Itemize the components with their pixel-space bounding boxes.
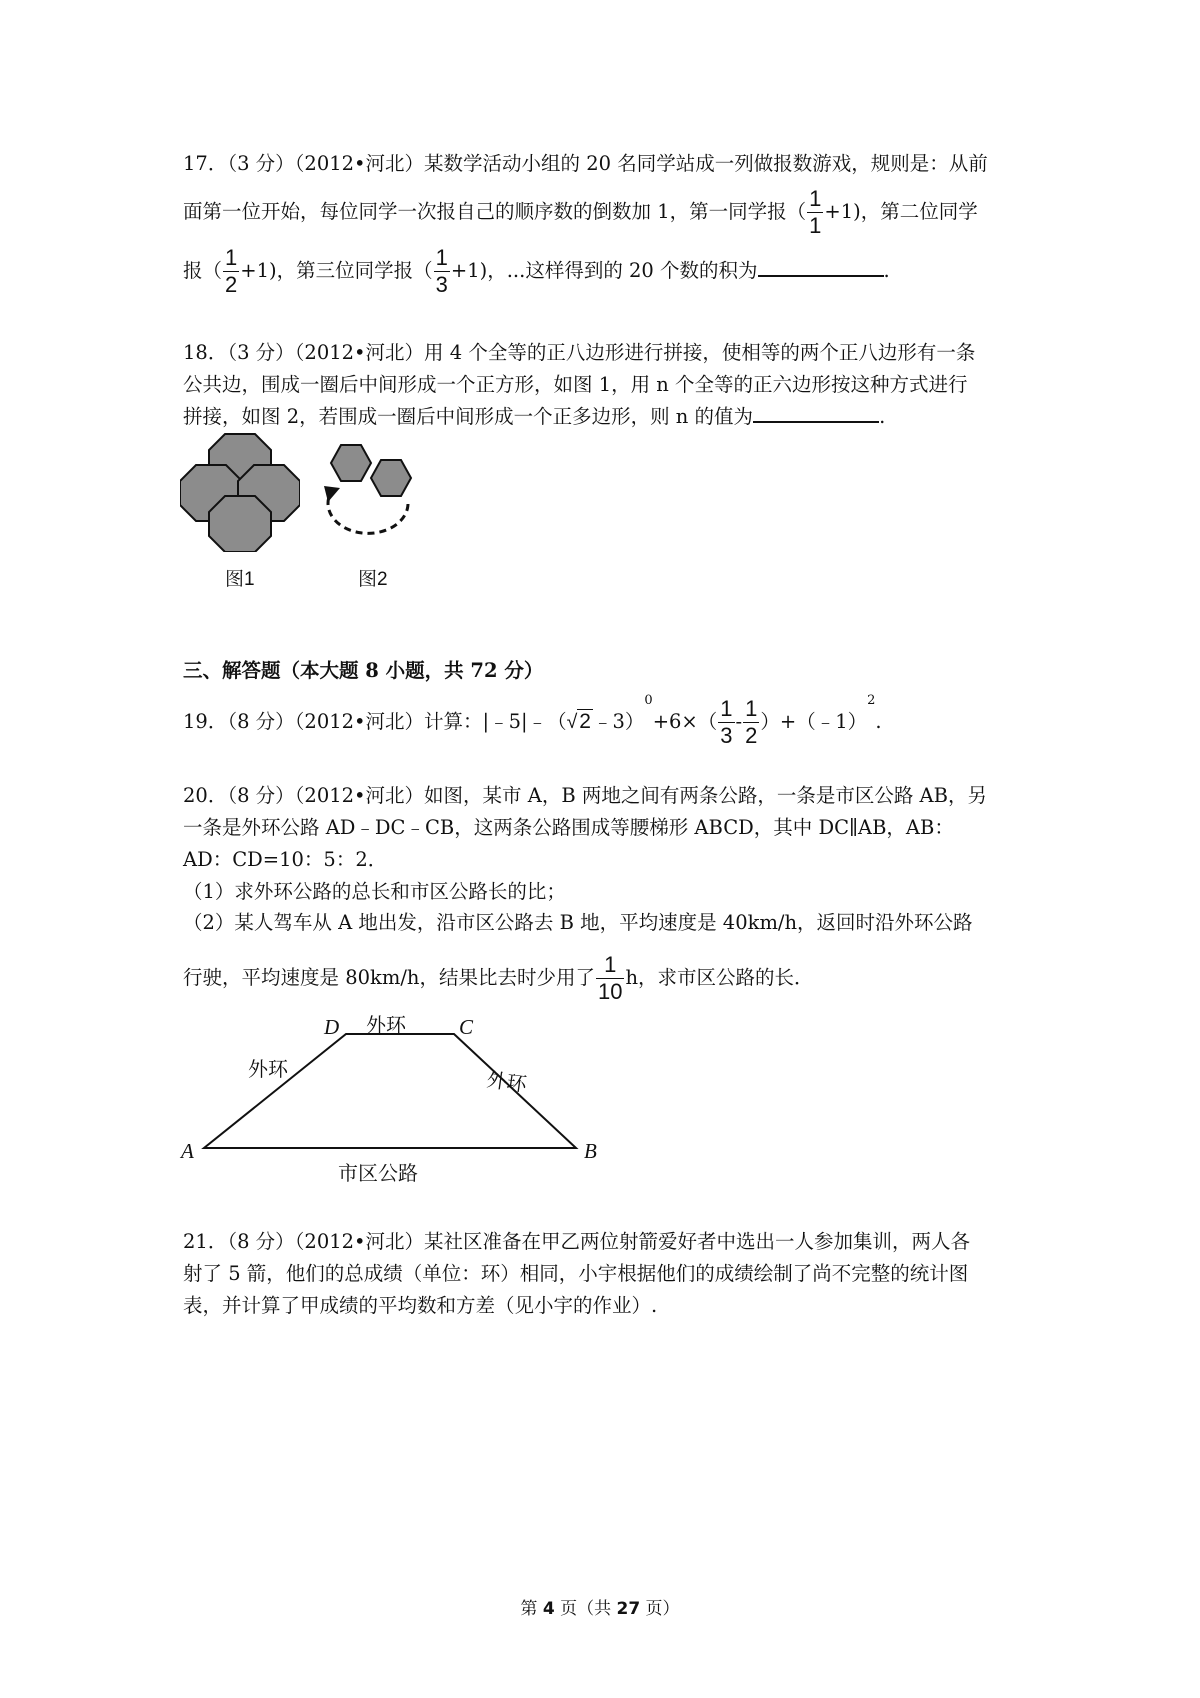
q20-fraction-1-over-10: $\frac{1}{10}$ [597,952,623,1004]
footer-pre: 第 [520,1599,543,1619]
hexagon-right [371,460,411,496]
q21-line1: 21．（8 分）（2012•河北）某社区准备在甲乙两位射箭爱好者中选出一人参加集训，两人各 [183,1230,971,1253]
q19-text-mid2: +6×（ [652,710,718,733]
q19-text-prefix: 19．（8 分）（2012•河北）计算：|﹣5|﹣（ [183,710,567,733]
q18-line2: 公共边，围成一圈后中间形成一个正方形，如图 1，用 n 个全等的正六边形按这种方式进行 [183,373,968,396]
label-outer-ring-top: 外环 [366,1015,406,1037]
hexagon-left [331,445,371,481]
section-3-heading: 三、解答题（本大题 8 小题，共 72 分） [183,659,544,682]
q17-fraction-1-over-1: $\frac{1}{1}$ [809,186,822,238]
q17-line1: 17．（3 分）（2012•河北）某数学活动小组的 20 名同学站成一列做报数游戏，规则是：从前 [183,152,988,175]
label-city-road: 市区公路 [338,1163,418,1185]
vertex-label-d: D [324,1015,340,1039]
q17-line2 [183,188,978,237]
q18-figure-1-caption: 图1 [225,569,255,590]
q20-line2: 一条是外环公路 AD﹣DC﹣CB，这两条公路围成等腰梯形 ABCD，其中 DC∥AB，AB： [183,816,954,839]
q20-line6 [183,954,814,1003]
q21-line2: 射了 5 箭，他们的总成绩（单位：环）相同，小宇根据他们的成绩绘制了尚不完整的统计图 [183,1262,969,1285]
q20-line6-text-b: h，求市区公路的长． [625,966,814,989]
q18-line3-text: 拼接，如图 2，若围成一圈后中间形成一个正多边形，则 n 的值为 [183,405,754,428]
vertex-label-a: A [181,1139,194,1163]
q17-line3-text-b: +1)，第三位同学报（ [240,259,433,282]
q17-answer-blank [758,274,884,277]
q18-line3-end: . [879,405,886,428]
q19-fraction-1-over-2: $\frac{1}{2}$ [745,696,758,748]
q17-line3 [183,247,890,296]
q17-line3-text-a: 报（ [183,259,223,282]
q18-figure-2-hexagons [320,442,432,552]
footer-mid: 页（共 [554,1599,617,1619]
q18-answer-blank [753,420,879,423]
q17-fraction-1-over-3: $\frac{1}{3}$ [435,245,448,297]
q17-line2-text-a: 面第一位开始，每位同学一次报自己的顺序数的倒数加 1，第一同学报（ [183,200,807,223]
q18-figure-2-caption: 图2 [358,569,388,590]
q20-line6-text-a: 行驶，平均速度是 80km/h，结果比去时少用了 [183,966,595,989]
q21-line3: 表，并计算了甲成绩的平均数和方差（见小宇的作业）. [183,1294,658,1317]
q17-line3-text-c: +1)，...这样得到的 20 个数的积为 [450,259,758,282]
q18-figure-1-octagons [180,432,300,552]
q19-end: . [875,710,882,733]
q17-line2-text-b: +1)，第二位同学 [824,200,978,223]
page-number: 4 [542,1599,555,1619]
q19-line [183,693,882,748]
q19-exponent-0: 0 [644,693,653,708]
q19-sqrt: √2 [566,710,591,733]
label-outer-ring-right: 外环 [485,1069,528,1097]
page-total: 27 [616,1599,641,1619]
q17-fraction-1-over-2: $\frac{1}{2}$ [225,245,238,297]
q19-exponent-2: 2 [867,693,876,708]
octagon-bottom [209,496,271,552]
q19-text-mid3: ）+（﹣1） [760,710,868,733]
q19-fraction-1-over-3: $\frac{1}{3}$ [720,696,733,748]
q20-line4: （1）求外环公路的总长和市区公路长的比； [183,880,566,903]
q17-line3-end: . [883,259,890,282]
q18-line3 [183,407,885,427]
q20-line3: AD：CD=10：5：2． [183,848,388,871]
vertex-label-b: B [584,1139,597,1163]
q19-text-mid1: ﹣3） [592,710,645,733]
footer-post: 页） [640,1599,680,1619]
vertex-label-c: C [459,1015,474,1039]
q20-trapezoid-figure [176,1010,616,1185]
label-outer-ring-left: 外环 [248,1059,288,1081]
dashed-arrow-icon [328,494,408,533]
page-footer [0,1594,1200,1619]
q20-line1: 20．（8 分）（2012•河北）如图，某市 A，B 两地之间有两条公路，一条是市区公路 AB，另 [183,784,987,807]
arrowhead-icon [324,486,340,502]
q20-line5: （2）某人驾车从 A 地出发，沿市区公路去 B 地，平均速度是 40km/h，返回时沿外环公路 [183,911,973,934]
q19-minus: - [735,710,743,733]
q18-line1: 18．（3 分）（2012•河北）用 4 个全等的正八边形进行拼接，使相等的两个正八边形有一条 [183,341,976,364]
